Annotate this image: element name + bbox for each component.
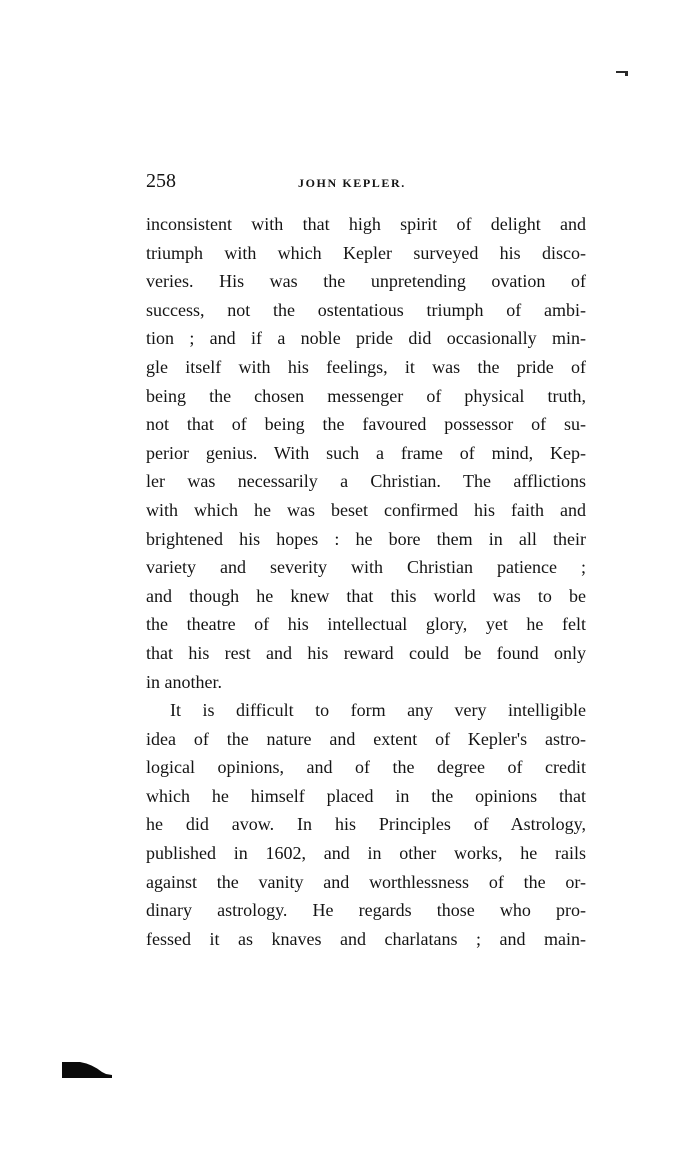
print-mark bbox=[616, 71, 628, 73]
text-line: he did avow. In his Principles of Astrology, bbox=[146, 814, 586, 835]
text-line: that his rest and his reward could be found only bbox=[146, 642, 586, 663]
page-header bbox=[146, 166, 586, 196]
text-line: triumph with which Kepler surveyed his disco- bbox=[146, 242, 586, 263]
text-line: tion ; and if a noble pride did occasionally min- bbox=[146, 328, 586, 349]
text-line: perior genius. With such a frame of mind, Kep- bbox=[146, 442, 586, 463]
page-number: 258 bbox=[146, 170, 176, 192]
running-head: JOHN KEPLER. bbox=[298, 176, 406, 190]
body-text bbox=[146, 210, 586, 953]
text-line: inconsistent with that high spirit of delight and bbox=[146, 214, 586, 234]
paragraph bbox=[146, 210, 586, 696]
text-line: with which he was beset confirmed his faith and bbox=[146, 499, 586, 520]
paragraph bbox=[146, 696, 586, 953]
text-line: the theatre of his intellectual glory, yet he felt bbox=[146, 614, 586, 635]
page-tab-mark bbox=[62, 1062, 112, 1078]
text-line: success, not the ostentatious triumph of ambi- bbox=[146, 299, 586, 320]
text-line: against the vanity and worthlessness of the or- bbox=[146, 871, 586, 892]
text-line: not that of being the favoured possessor of su- bbox=[146, 414, 586, 435]
text-line: dinary astrology. He regards those who pro- bbox=[146, 900, 586, 921]
text-line: gle itself with his feelings, it was the pride of bbox=[146, 356, 586, 377]
text-line: which he himself placed in the opinions that bbox=[146, 785, 586, 806]
text-line: variety and severity with Christian patience ; bbox=[146, 557, 586, 578]
text-line: idea of the nature and extent of Kepler's astro- bbox=[146, 728, 586, 749]
text-line: published in 1602, and in other works, he rails bbox=[146, 843, 586, 864]
text-line: fessed it as knaves and charlatans ; and main- bbox=[146, 928, 586, 949]
text-line: veries. His was the unpretending ovation of bbox=[146, 271, 586, 292]
text-line: It is difficult to form any very intelligible bbox=[170, 700, 586, 721]
text-line: brightened his hopes : he bore them in all their bbox=[146, 528, 586, 549]
text-line: and though he knew that this world was to be bbox=[146, 585, 586, 606]
text-line: in another. bbox=[146, 671, 222, 692]
text-line: ler was necessarily a Christian. The afflictions bbox=[146, 471, 586, 492]
text-line: being the chosen messenger of physical truth, bbox=[146, 385, 586, 406]
text-line: logical opinions, and of the degree of credit bbox=[146, 757, 586, 778]
